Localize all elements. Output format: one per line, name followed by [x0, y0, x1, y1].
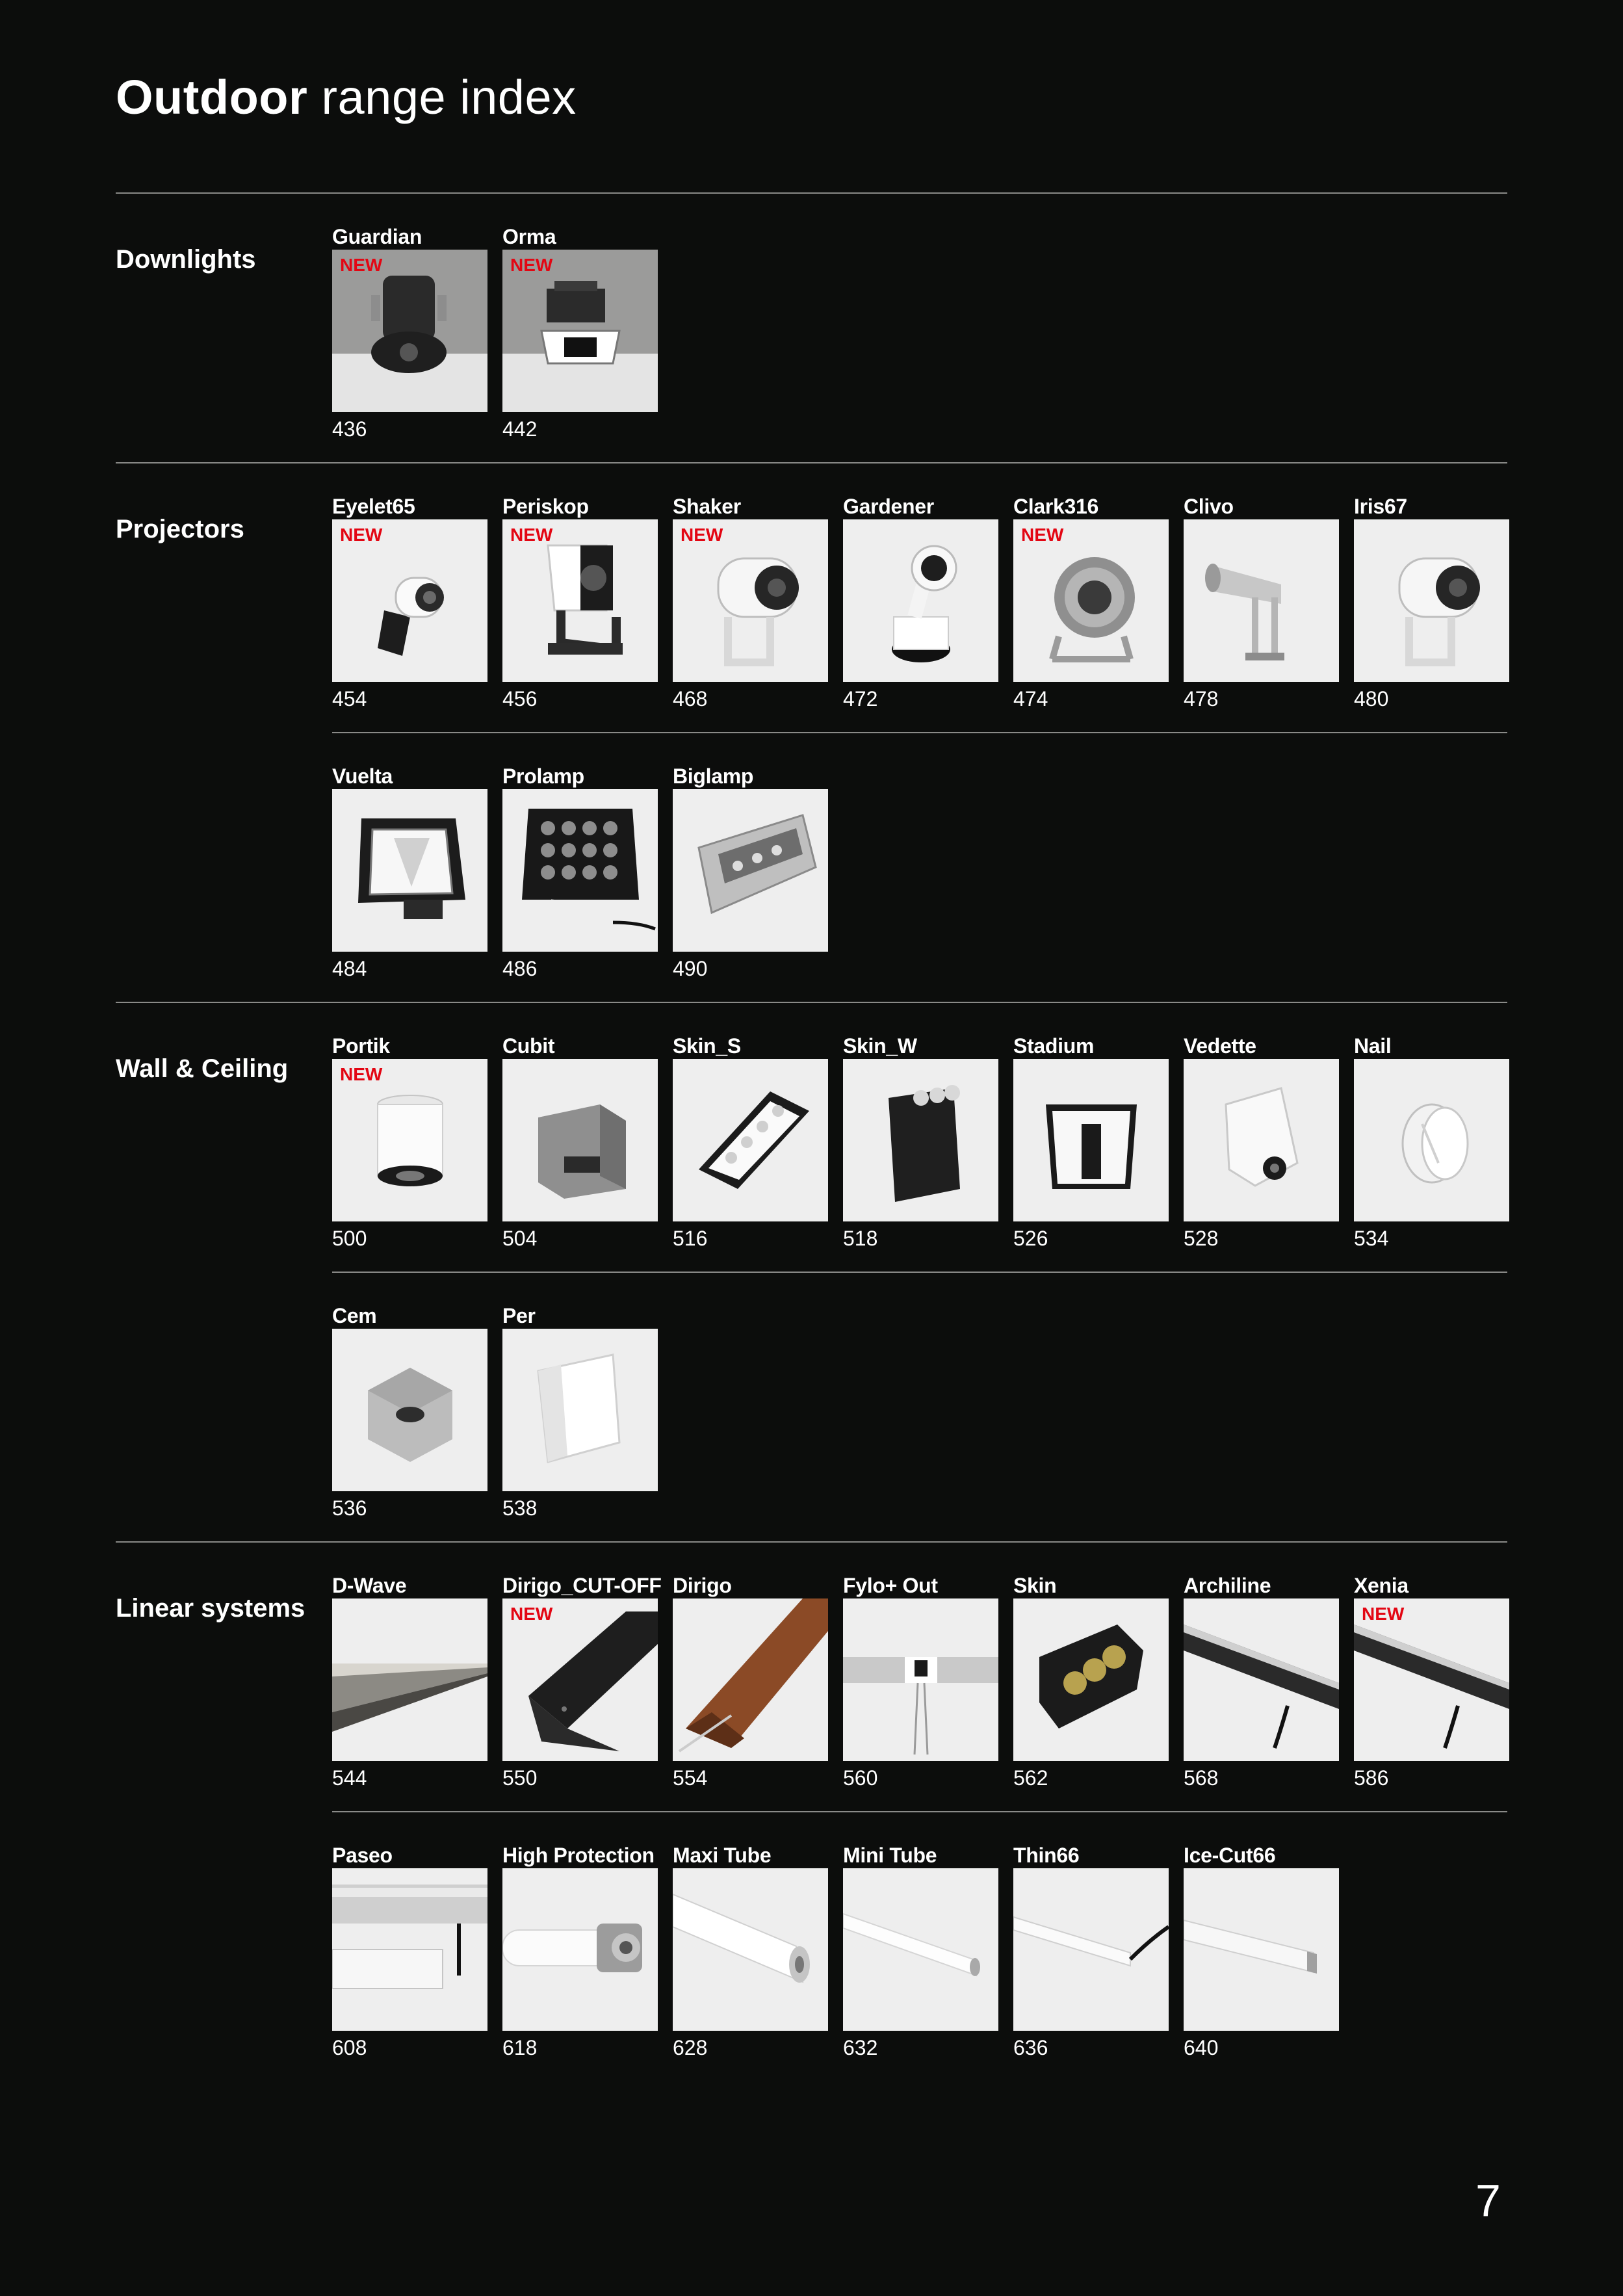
product-thumbnail[interactable]	[843, 1598, 998, 1761]
new-badge: NEW	[510, 255, 553, 275]
product-name: Cubit	[502, 1034, 555, 1058]
product-name: Shaker	[673, 495, 741, 518]
product-card[interactable]	[332, 764, 487, 980]
section-label: Downlights	[116, 245, 256, 274]
product-thumbnail[interactable]	[502, 1868, 658, 2031]
page-reference: 468	[673, 687, 708, 711]
product-thumbnail[interactable]	[332, 789, 487, 952]
product-card[interactable]	[843, 1034, 998, 1250]
product-name: Maxi Tube	[673, 1844, 772, 1867]
page-reference: 640	[1184, 2036, 1219, 2059]
product-name: Xenia	[1354, 1574, 1409, 1597]
product-thumbnail[interactable]	[502, 519, 658, 682]
cube-wall-icon	[502, 1059, 658, 1221]
new-badge: NEW	[510, 1604, 553, 1624]
product-thumbnail[interactable]	[1013, 1598, 1169, 1761]
product-card[interactable]	[502, 764, 658, 980]
page-reference: 472	[843, 687, 878, 711]
product-card[interactable]	[502, 225, 658, 441]
product-card[interactable]	[502, 1304, 658, 1520]
product-card[interactable]	[332, 1844, 487, 2059]
page-reference: 456	[502, 687, 538, 711]
wall-spot-icon	[1184, 1059, 1339, 1221]
product-card[interactable]	[332, 225, 487, 441]
product-card[interactable]	[502, 1844, 658, 2059]
product-thumbnail[interactable]	[673, 1598, 828, 1761]
product-thumbnail[interactable]	[1184, 1598, 1339, 1761]
product-card[interactable]	[673, 1844, 828, 2059]
wall-washer-icon	[843, 1059, 998, 1221]
page-reference: 562	[1013, 1766, 1048, 1790]
product-thumbnail[interactable]	[332, 1868, 487, 2031]
product-card[interactable]	[502, 1034, 658, 1250]
product-name: Guardian	[332, 225, 422, 248]
product-name: Gardener	[843, 495, 934, 518]
page-reference: 586	[1354, 1766, 1389, 1790]
product-card[interactable]	[502, 1574, 662, 1790]
new-badge: NEW	[340, 525, 383, 545]
new-badge: NEW	[340, 1064, 383, 1084]
product-thumbnail[interactable]	[502, 1598, 658, 1761]
page-reference: 534	[1354, 1227, 1389, 1250]
product-thumbnail[interactable]	[1184, 1868, 1339, 2031]
page-reference: 528	[1184, 1227, 1219, 1250]
product-thumbnail[interactable]	[332, 1329, 487, 1491]
product-thumbnail[interactable]	[1184, 1059, 1339, 1221]
product-thumbnail[interactable]	[332, 1059, 487, 1221]
product-card[interactable]	[502, 495, 658, 711]
product-thumbnail[interactable]	[843, 1059, 998, 1221]
product-card[interactable]	[1354, 1034, 1509, 1250]
page-reference: 560	[843, 1766, 878, 1790]
product-name: Periskop	[502, 495, 589, 518]
page-reference: 516	[673, 1227, 708, 1250]
new-badge: NEW	[1021, 525, 1064, 545]
section-label: Projectors	[116, 515, 244, 543]
page-reference: 538	[502, 1496, 538, 1520]
ceiling-panel-icon	[1013, 1059, 1169, 1221]
page-reference: 504	[502, 1227, 538, 1250]
mini-spot-icon	[1184, 519, 1339, 682]
row-divider	[332, 1811, 1507, 1812]
section-divider	[116, 192, 1507, 194]
page-reference: 454	[332, 687, 367, 711]
product-name: Dirigo_CUT-OFF	[502, 1574, 662, 1597]
product-thumbnail[interactable]	[332, 250, 487, 412]
section-divider	[116, 462, 1507, 463]
product-card[interactable]	[1013, 1574, 1169, 1790]
product-name: Prolamp	[502, 764, 584, 788]
thin-tube-icon	[843, 1868, 998, 2031]
product-name: Portik	[332, 1034, 390, 1058]
product-card[interactable]	[843, 1844, 998, 2059]
product-name: Paseo	[332, 1844, 393, 1867]
product-thumbnail[interactable]	[502, 789, 658, 952]
product-card[interactable]	[1013, 1034, 1169, 1250]
page-reference: 554	[673, 1766, 708, 1790]
square-strip-icon	[1184, 1868, 1339, 2031]
section-divider	[116, 1002, 1507, 1003]
row-divider	[332, 1272, 1507, 1273]
product-thumbnail[interactable]	[673, 519, 828, 682]
product-card[interactable]	[1184, 1844, 1339, 2059]
led-floodlight-icon	[502, 789, 658, 952]
product-thumbnail[interactable]	[332, 1598, 487, 1761]
tube-connector-icon	[502, 1868, 658, 2031]
new-badge: NEW	[510, 525, 553, 545]
product-card[interactable]	[1013, 1844, 1169, 2059]
product-name: Thin66	[1013, 1844, 1080, 1867]
linear-bar-icon	[1184, 1598, 1339, 1761]
product-name: Vedette	[1184, 1034, 1256, 1058]
product-card[interactable]	[1184, 495, 1339, 711]
page-reference: 608	[332, 2036, 367, 2059]
product-thumbnail[interactable]	[1013, 1868, 1169, 2031]
bracket-projector-icon	[1354, 519, 1509, 682]
product-name: Skin_W	[843, 1034, 917, 1058]
product-thumbnail[interactable]	[1013, 519, 1169, 682]
product-name: Nail	[1354, 1034, 1392, 1058]
product-thumbnail[interactable]	[502, 1329, 658, 1491]
product-card[interactable]	[332, 495, 487, 711]
product-card[interactable]	[1184, 1574, 1339, 1790]
product-name: Biglamp	[673, 764, 754, 788]
product-card[interactable]	[673, 764, 828, 980]
page-reference: 484	[332, 957, 367, 980]
product-thumbnail[interactable]	[843, 1868, 998, 2031]
linear-corten-profile-icon	[673, 1598, 828, 1761]
product-name: Orma	[502, 225, 556, 248]
page-reference: 500	[332, 1227, 367, 1250]
product-name: Ice-Cut66	[1184, 1844, 1276, 1867]
page-reference: 536	[332, 1496, 367, 1520]
box-wall-icon	[502, 1329, 658, 1491]
page-number: 7	[1475, 2175, 1501, 2226]
product-name: Clivo	[1184, 495, 1234, 518]
product-name: Skin_S	[673, 1034, 741, 1058]
product-name: Clark316	[1013, 495, 1099, 518]
product-card[interactable]	[1354, 1574, 1509, 1790]
page-reference: 518	[843, 1227, 878, 1250]
product-card[interactable]	[332, 1574, 487, 1790]
three-led-module-icon	[1013, 1598, 1169, 1761]
linear-handrail-icon	[332, 1868, 487, 2031]
product-name: Skin	[1013, 1574, 1057, 1597]
product-card[interactable]	[673, 1034, 828, 1250]
product-card[interactable]	[843, 495, 998, 711]
product-name: High Protection	[502, 1844, 655, 1867]
page-reference: 442	[502, 417, 538, 441]
product-thumbnail[interactable]	[1354, 1598, 1509, 1761]
page-reference: 480	[1354, 687, 1389, 711]
product-card[interactable]	[332, 1304, 487, 1520]
page-title: Outdoor range index	[116, 70, 577, 124]
product-card[interactable]	[843, 1574, 998, 1790]
concrete-cube-icon	[332, 1329, 487, 1491]
page-reference: 478	[1184, 687, 1219, 711]
product-thumbnail[interactable]	[502, 1059, 658, 1221]
product-name: Mini Tube	[843, 1844, 937, 1867]
product-name: Stadium	[1013, 1034, 1095, 1058]
product-thumbnail[interactable]	[332, 519, 487, 682]
page-reference: 436	[332, 417, 367, 441]
product-thumbnail[interactable]	[1354, 1059, 1509, 1221]
page-reference: 544	[332, 1766, 367, 1790]
product-thumbnail[interactable]	[1354, 519, 1509, 682]
page-reference: 550	[502, 1766, 538, 1790]
product-thumbnail[interactable]	[1184, 519, 1339, 682]
product-thumbnail[interactable]	[502, 250, 658, 412]
new-badge: NEW	[1362, 1604, 1405, 1624]
product-name: D-Wave	[332, 1574, 407, 1597]
section-divider	[116, 1541, 1507, 1543]
floodlight-icon	[332, 789, 487, 952]
product-thumbnail[interactable]	[673, 1868, 828, 2031]
round-marker-icon	[1354, 1059, 1509, 1221]
recessed-slot-icon	[843, 1598, 998, 1761]
product-card[interactable]	[332, 1034, 487, 1250]
linear-profile-icon	[332, 1598, 487, 1761]
new-badge: NEW	[340, 255, 383, 275]
product-card[interactable]	[673, 1574, 828, 1790]
product-thumbnail[interactable]	[843, 519, 998, 682]
page-reference: 486	[502, 957, 538, 980]
product-thumbnail[interactable]	[1013, 1059, 1169, 1221]
page-reference: 618	[502, 2036, 538, 2059]
product-thumbnail[interactable]	[673, 1059, 828, 1221]
page-reference: 490	[673, 957, 708, 980]
section-label: Wall & Ceiling	[116, 1054, 289, 1083]
page-reference: 628	[673, 2036, 708, 2059]
oval-ceiling-icon	[673, 1059, 828, 1221]
product-name: Per	[502, 1304, 536, 1327]
product-name: Cem	[332, 1304, 377, 1327]
product-name: Archiline	[1184, 1574, 1271, 1597]
page-reference: 526	[1013, 1227, 1048, 1250]
product-card[interactable]	[1354, 495, 1509, 711]
page-reference: 632	[843, 2036, 878, 2059]
thin-strip-icon	[1013, 1868, 1169, 2031]
product-name: Dirigo	[673, 1574, 732, 1597]
spike-projector-icon	[843, 519, 998, 682]
page-reference: 636	[1013, 2036, 1048, 2059]
page-reference: 568	[1184, 1766, 1219, 1790]
page-reference: 474	[1013, 687, 1048, 711]
product-card[interactable]	[1184, 1034, 1339, 1250]
section-label: Linear systems	[116, 1594, 305, 1623]
tube-icon	[673, 1868, 828, 2031]
stadium-floodlight-icon	[673, 789, 828, 952]
product-card[interactable]	[673, 495, 828, 711]
row-divider	[332, 732, 1507, 733]
product-name: Iris67	[1354, 495, 1407, 518]
product-card[interactable]	[1013, 495, 1169, 711]
product-thumbnail[interactable]	[673, 789, 828, 952]
product-name: Eyelet65	[332, 495, 415, 518]
new-badge: NEW	[681, 525, 723, 545]
product-name: Fylo+ Out	[843, 1574, 938, 1597]
product-name: Vuelta	[332, 764, 393, 788]
